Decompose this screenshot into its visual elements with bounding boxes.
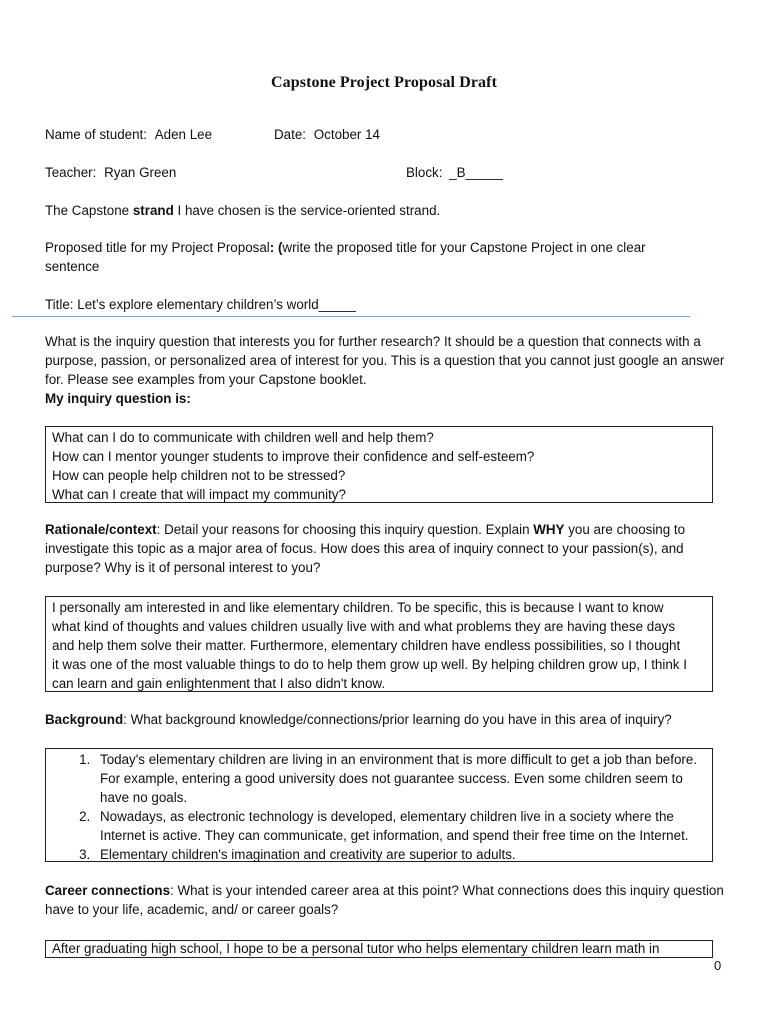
proposed-title-prompt: [45, 238, 685, 276]
proposed-pre: Proposed title for my Project Proposal: [45, 240, 270, 255]
block-label: Block:: [406, 165, 443, 180]
strand-bold: strand: [132, 203, 174, 218]
name-value: Aden Lee: [154, 127, 213, 142]
rationale-answer-line: can learn and gain enlightenment that I also didn't know.: [52, 676, 386, 691]
inquiry-question: What can I create that will impact my community?: [52, 487, 346, 502]
background-answer-box: [45, 748, 713, 862]
date-value: October 14: [313, 127, 380, 142]
career-label: Career connections: [45, 883, 171, 898]
strand-sentence: [45, 201, 440, 220]
background-prompt-text: : What background knowledge/connections/prior learning do you have in this area of inquiry?: [123, 712, 672, 727]
name-label: Name of student:: [45, 127, 147, 142]
teacher-label: Teacher:: [45, 165, 97, 180]
career-answer-box: [45, 940, 713, 958]
background-list: [46, 750, 706, 864]
inquiry-prompt: What is the inquiry question that interests you for further research? It should be a question that connects with a purpose, passion, or personalized area of interest for you. This is a question that you cannot just google an answer for. Please see examples from your Capstone booklet.: [45, 334, 725, 387]
background-item: 2. Nowadays, as electronic technology is developed, elementary children live in a society where the Internet is active. They can communicate, get information, and spend their free time on the Internet.: [94, 807, 706, 845]
strand-post: I have chosen is the service-oriented strand.: [173, 203, 441, 218]
rationale-answer-box: [45, 596, 713, 692]
rationale-pre: : Detail your reasons for choosing this inquiry question. Explain: [156, 522, 534, 537]
divider-rule: [12, 316, 690, 317]
rationale-answer-line: I personally am interested in and like elementary children. To be specific, this is because I want to know: [52, 600, 664, 615]
rationale-why: WHY: [533, 522, 565, 537]
rationale-answer-line: it was one of the most valuable things to do to help them grow up well. By helping children grow up, I think I: [52, 657, 687, 672]
date-label: Date:: [274, 127, 307, 142]
background-prompt: [45, 710, 672, 729]
career-prompt-text: : What is your intended career area at this point? What connections does this inquiry question have to your life, academic, and/ or career goals?: [45, 883, 724, 917]
teacher-line: [45, 163, 176, 182]
background-item: 1. Today's elementary children are living in an environment that is more difficult to get a job than before. For example, entering a good university does not guarantee success. Even some children seem to have no goals.: [94, 750, 706, 807]
block-line: [406, 163, 503, 182]
career-prompt: [45, 881, 730, 919]
document-title: Capstone Project Proposal Draft: [270, 74, 498, 91]
background-label: Background: [45, 712, 124, 727]
date-line: [274, 125, 380, 144]
page-number: 0: [714, 958, 722, 973]
career-answer: After graduating high school, I hope to be a personal tutor who helps elementary children learn math in: [52, 941, 660, 956]
inquiry-question: How can people help children not to be stressed?: [52, 468, 346, 483]
inquiry-question: How can I mentor younger students to improve their confidence and self-esteem?: [52, 449, 535, 464]
rationale-answer-line: what kind of thoughts and values children usually live with and what problems they are having these days: [52, 619, 676, 634]
rationale-label: Rationale/context: [45, 522, 157, 537]
inquiry-question-box: [45, 426, 713, 503]
rationale-prompt: [45, 520, 730, 577]
inquiry-heading: My inquiry question is:: [45, 391, 191, 406]
teacher-value: Ryan Green: [104, 165, 177, 180]
proposed-bold: : (: [269, 240, 283, 255]
rationale-answer-line: and help them solve their matter. Furthermore, elementary children have endless possibilities, so I thought: [52, 638, 681, 653]
background-item: 3. Elementary children's imagination and creativity are superior to adults.: [94, 845, 706, 864]
strand-pre: The Capstone: [45, 203, 133, 218]
inquiry-question: What can I do to communicate with children well and help them?: [52, 430, 434, 445]
student-name-line: [45, 125, 212, 144]
proposed-post: write the proposed title for your Capstone Project in one clear sentence: [45, 240, 646, 274]
block-value: _B_____: [449, 165, 503, 180]
rationale-post: you are choosing to investigate this topic as a major area of focus. How does this area of inquiry connect to your passion(s), and purpose? Why is it of personal interest to you?: [45, 522, 686, 575]
proposed-title-line: Title: Let’s explore elementary children’s world_____: [45, 297, 356, 312]
